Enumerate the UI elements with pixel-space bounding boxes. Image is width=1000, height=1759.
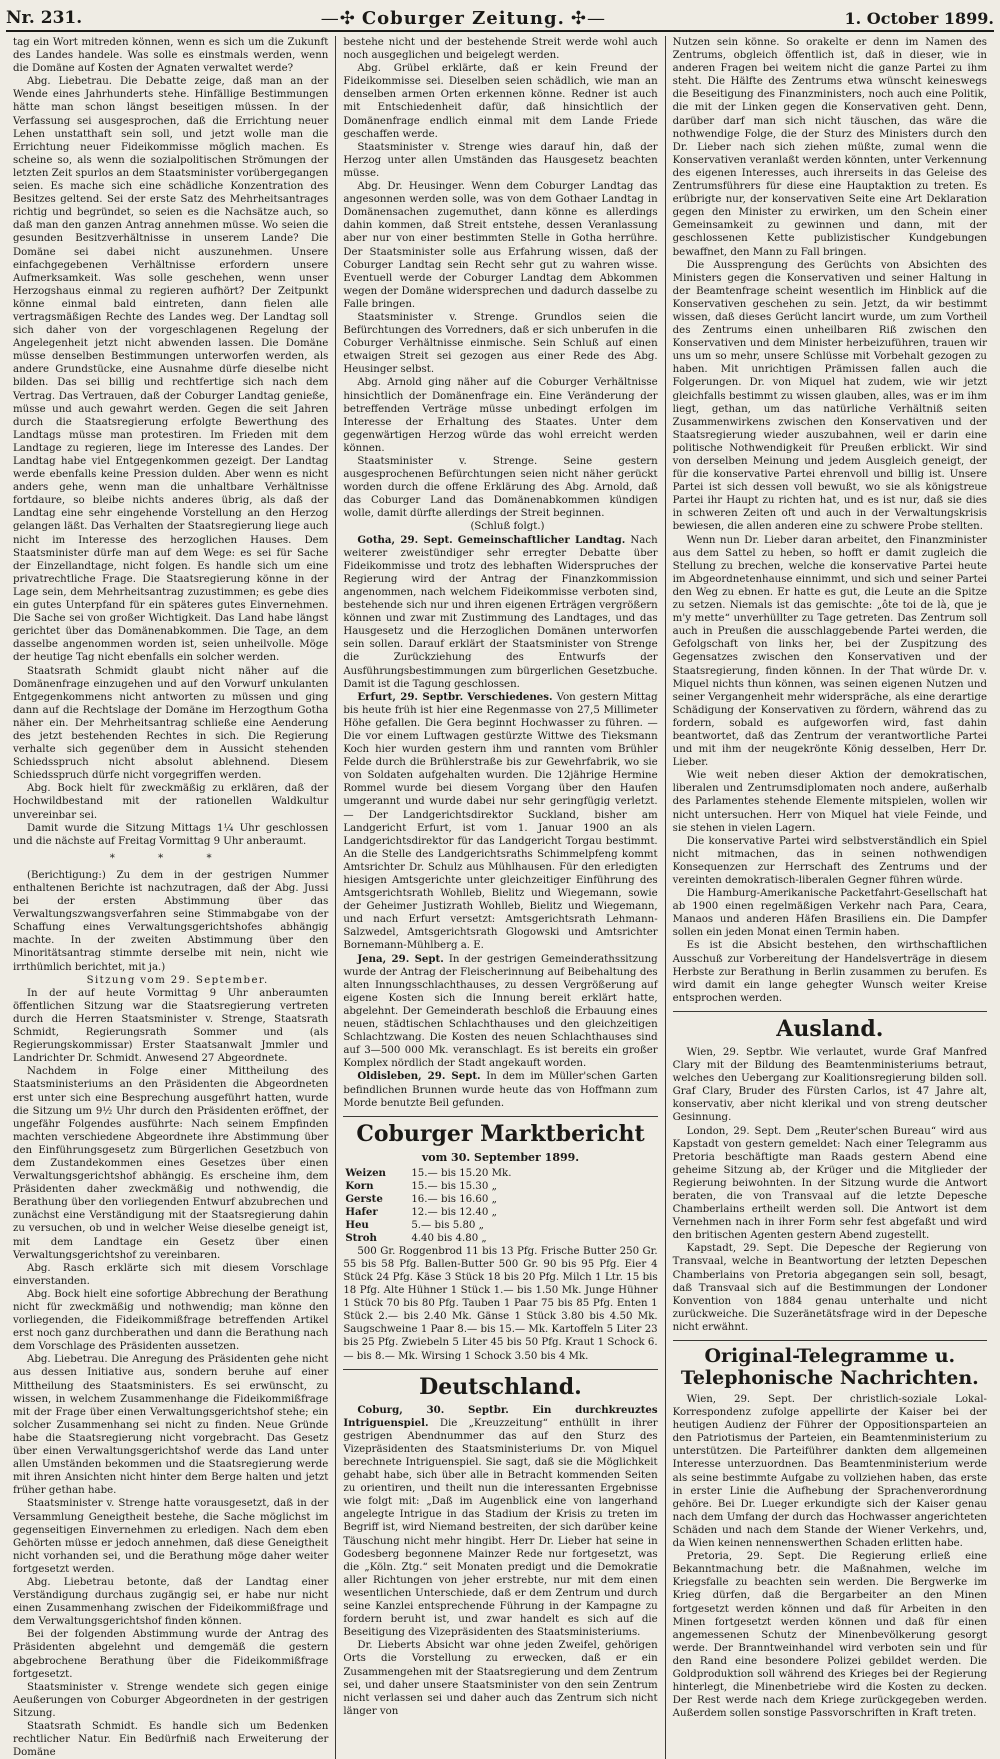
headline: Ein durchkreuztes Intriguenspiel. bbox=[343, 1403, 658, 1429]
paragraph: Die konservative Partei wird selbstverständlich ein Spiel nicht mitmachen, das in seinen nothwendigen Konsequenzen zur Herrschaft des Zentrums und der vereinten demokratisch-liberalen Gegner führen würde. bbox=[672, 835, 987, 886]
paragraph: Bei der folgenden Abstimmung wurde der Antrag des Präsidenten abgelehnt und demgemäß die gestern abgebrochene Berathung über die Fideikommißfrage fortgesetzt. bbox=[13, 1629, 329, 1680]
dateline: Jena, 29. Sept. bbox=[357, 952, 444, 965]
paragraph: Staatsrath Schmidt glaubt nicht näher auf die Domänenfrage einzugehen und auf den Vorwurf unkulanten Entgegenkommens nicht antworten zu müssen und ging dann auf die Rechtslage der Domäne im Herzogthum Gotha näher ein. Der Mehrheitsantrag schließe eine Aenderung des jetzt bestehenden Rechtes in sich. Die Regierung verhalte sich gegenüber dem in Aussicht stehenden Schiedsspruch nicht absolut ablehnend. Diesem Schiedsspruch dürfe nicht vorgegriffen werden. bbox=[13, 665, 329, 782]
table-row bbox=[343, 1232, 657, 1245]
session-heading: Sitzung vom 29. September. bbox=[86, 974, 269, 986]
separator-stars: * * * bbox=[109, 852, 232, 864]
paragraph: London, 29. Sept. Dem „Reuter'schen Bureau“ wird aus Kapstadt von gestern gemeldet: Nach einer Telegramm aus Pretoria beschäftigte man Raads gestern Abend eine geheime Sitzung ab, der Krüger und die Mitglieder der Regierung beiwohnten. In der Sitzung wurde die Antwort beraten, die von Transvaal auf die letzte Depesche Chamberlains ertheilt werden soll. Die Antwort ist dem Vernehmen nach in ihrer Form sehr fest abgefaßt und wird den britischen Agenten gestern Abend zugestellt. bbox=[672, 1125, 987, 1242]
market-report-title: Coburger Marktbericht bbox=[343, 1116, 657, 1147]
news-item-erfurt bbox=[343, 691, 657, 953]
grain-name: Hafer bbox=[345, 1205, 378, 1218]
grain-price: 15.— bis 15.30 „ bbox=[411, 1180, 497, 1192]
issue-date: 1. October 1899. bbox=[844, 8, 994, 28]
paragraph: Abg. Grübel erklärte, daß er kein Freund der Fideikommisse sei. Dieselben seien schädlich, wie man an denselben armen Orten erkennen könne. Redner ist auch mit Entschiedenheit dafür, daß hinsichtlich der Domänenfrage endlich einmal mit dem Lande Friede geschaffen werde. bbox=[343, 63, 658, 140]
paragraph: bestehe nicht und der bestehende Streit werde wohl auch noch ausgeglichen und beigelegt werden. bbox=[343, 37, 658, 62]
grain-price: 15.— bis 15.20 Mk. bbox=[411, 1167, 512, 1179]
news-item-jena bbox=[343, 953, 657, 1071]
grain-name: Stroh bbox=[345, 1231, 377, 1244]
paragraph: Abg. Liebetrau. Die Debatte zeige, daß man an der Wende eines Jahrhunderts stehe. Hinfällige Bestimmungen hätte man schon längst beseitigen müssen. In der Verfassung sei ausgesprochen, daß die Errichtung neuer Lehen unstatthaft sein soll, und jetzt wolle man die Errichtung neuer Fideikommisse möglich machen. Es scheine so, als wenn die sozialpolitischen Strömungen der letzten Zeit spurlos an dem Staatsminister vorübergegangen seien. Es mache sich eine schädliche Konzentration des Besitzes geltend. Sei der erste Satz des Mehrheitsantrages richtig und begründet, so seien es die Nachsätze auch, so daß man den ganzen Antrag annehmen müsse. Wo seien die gesunden Besitzverhältnisse in unserem Lande? Die Domäne sei dabei nicht auszunehmen. Unsere einfachgegebenen Verhältnisse erfordern unsere Aufmerksamkeit. Was solle geschehen, wenn unser Herzogshaus einmal zu regieren aufhört? Der Zeitpunkt könne einmal bald eintreten, dann fielen alle vertragsmäßigen Rechte des Landes weg. Der Landtag soll sich daher von der vorgeschlagenen Regelung der Angelegenheit jetzt nicht abwenden lassen. Die Domäne müsse denselben Bestimmungen unterworfen werden, als andere Grundstücke, eine Ausnahme dürfe dieselbe nicht bilden. Das sei billig und rechtfertige sich nach dem Vertrag. Das Vertrauen, daß der Coburger Landtag genieße, müsse und auch gewahrt werden. Gegen die seit Jahren durch die Staatsregierung erfolgte Bewerthung des Landtags müsse man protestiren. Im Frieden mit dem Landtage zu regieren, liege im Interesse des Landes. Der Landtag habe viel Entgegenkommen gezeigt. Der Landtag werde ebenfalls keine Pression dulden. Aber wenn es nicht anders gehe, wenn man die unhaltbare Verhältnisse fortdaure, so bleibe nichts anderes übrig, als daß der Landtag eine sehr eingehende Vorstellung an den Herzog gelangen läßt. Das Verhalten der Staatsregierung liege auch nicht im Interesse des herzoglichen Hauses. Dem Staatsminister dürfe man auf dem Wege: es sei für Sache der Einzellandtage, nicht folgen. Es handle sich um eine privatrechtliche Frage. Die Staatsregierung könne in der Lage sein, dem Mehrheitsantrag zuzustimmen; es gebe dies ein gutes Unterpfand für ein späteres gutes Einvernehmen. Die Sache sei von großer Wichtigkeit. Das Land habe längst gerichtet über das Domänenabkommen. Die Tage, an dem dasselbe angenommen worden ist, seien unheilvolle. Möge der heutige Tag nicht ebenfalls ein solcher werden. bbox=[13, 76, 329, 664]
news-text: Nach weiterer zweistündiger sehr erregter Debatte über Fideikommisse und trotz des lebhaften Widerspruches der Regierung wird der Antrag der Finanzkommission angenommen, nach welchem Fideikommisse verboten sind, bestehende sich nur und ihren eigenen Erträgen vergrößern können und zwar mit Zustimmung des Landtages, und das Hausgesetz und die Herzoglichen Domänen unterworfen sein sollen. Darauf erklärt der Staatsminister von Strenge die Zurückziehung des Entwurfs der Ausführungsbestimmungen zum bürgerlichen Gesetzbuche. Damit ist die Tagung geschlossen. bbox=[343, 534, 658, 690]
paragraph: Staatsminister v. Strenge wies darauf hin, daß der Herzog unter allen Umständen das Hausgesetz beachten müsse. bbox=[343, 141, 658, 179]
table-row bbox=[343, 1167, 657, 1180]
dateline: Gotha, 29. Sept. bbox=[357, 533, 453, 546]
paragraph: Abg. Liebetrau. Die Anregung des Präsidenten gehe nicht aus dessen Initiative aus, sondern beruhe auf einer Mittheilung des Staatsministers. Es sei erwünscht, zu wissen, in welchem Zusammenhange die Fideikommißfrage mit der Frage über einen Verwaltungsgerichtshof stehe; ein solcher Zusammenhang sei nicht zu finden. Neue Gründe habe die Staatsregierung nicht vorgebracht. Das Gesetz über einen Verwaltungsgerichtshof werde das Land unter allen Umständen bekommen und die Staatsregierung werde mit ihren Ansichten nicht hinter dem Berge halten und jetzt früher gethan habe. bbox=[13, 1354, 329, 1497]
paragraph: Staatsminister v. Strenge. Grundlos seien die Befürchtungen des Vorredners, daß er sich unberufen in die Coburger Verhältnisse einmische. Sein Schluß auf einen etwaigen Streit sei gezogen aus einer Rede des Abg. Heusinger selbst. bbox=[343, 311, 658, 376]
paragraph: Abg. Bock hielt für zweckmäßig zu erklären, daß der Hochwildbestand mit der rationellen Waldkultur unvereinbar sei. bbox=[13, 783, 329, 821]
news-item-gotha bbox=[343, 534, 657, 691]
column-3 bbox=[665, 36, 994, 1759]
news-item-coburg bbox=[343, 1404, 657, 1640]
columns bbox=[6, 36, 994, 1759]
paragraph: Dr. Lieberts Absicht war ohne jeden Zweifel, gehörigen Orts die Vorstellung zu erwecken, daß er ein Zusammengehen mit der Staatsregierung und dem Zentrum sei, und daher unsere Staatsminister von den sein Zentrum nicht verlassen sei und daher auch das Zentrum sich nicht länger von bbox=[343, 1640, 658, 1717]
table-row bbox=[343, 1219, 657, 1232]
grain-price: 12.— bis 12.40 „ bbox=[411, 1206, 497, 1218]
paragraph: Abg. Bock hielt eine sofortige Abbrechung der Berathung nicht für zweckmäßig und nothwendig; man könne den vorliegenden, die Fideikommißfrage betreffenden Artikel erst noch ganz durchberathen und dann die Berathung nach dem Vorschlage des Präsidenten aussetzen. bbox=[13, 1288, 329, 1353]
news-text: Von gestern Mittag bis heute früh ist hier eine Regenmasse von 27,5 Millimeter Höhe gefallen. Die Gera beginnt Hochwasser zu führen. — Die vor einem Luftwagen gestürzte Wittwe des Tieksmann Koch hier wurden gestern ihm und rannten vom Brühler Felde durch die Brühlerstraße bis zur Gewehrfabrik, wo sie von Soldaten aufgehalten wurden. Die 12jährige Hermine Rommel wurde bei diesem Vorgang über den Haufen umgerannt und wurde dabei nur sehr geringfügig verletzt. — Der Landgerichtsdirektor Suckland, bisher am Landgericht Erfurt, ist vom 1. Januar 1900 an als Landgerichtsdirektor für das Landgericht Torgau bestimmt. An die Stelle des Landgerichtsraths Schimmelpfeng kommt Amtsrichter Dr. Schulz aus Mühlhausen. Für den erledigten hiesigen Amtsgerichte unter gleichzeitiger Einführung des Amtsgerichtsrath Wohlleb, Bielitz und Wiegemann, sowie der Geheimer Justizrath Wohlleb, Bielitz und Wiegemann, und nach Erfurt versetzt: Amtsgerichtsrath Lehmann-Salzwedel, Amtsgerichtsrath Glogowski und Amtsrichter Bornemann-Mühlberg a. E. bbox=[343, 691, 658, 952]
grain-name: Heu bbox=[345, 1218, 369, 1231]
masthead bbox=[6, 6, 994, 32]
continued-note: (Schluß folgt.) bbox=[470, 521, 545, 533]
news-item-oldisleben bbox=[343, 1070, 657, 1109]
paragraph: (Berichtigung:) Zu dem in der gestrigen Nummer enthaltenen Berichte ist nachzutragen, daß der Abg. Jussi bei der ersten Abstimmung über das Verwaltungszwangsverfahren seine Stimmabgabe von der Schaffung eines Verwaltungsgerichtshofes abhängig machte. In der zweiten Abstimmung über den Minoritätsantrag stimmte derselbe mit nein, nicht wie irrthümlich berichtet, mit ja.) bbox=[13, 869, 329, 973]
paragraph: Abg. Dr. Heusinger. Wenn dem Coburger Landtag das angesonnen werden solle, was von dem Gothaer Landtag in Domänensachen zugemuthet, dann könne es allerdings dahin kommen, daß Streit entstehe, dessen Veranlassung aber nur von einer bestimmten Stelle in Gotha herrühre. Der Staatsminister solle aus Erfahrung wissen, daß der Coburger Landtag sein Recht sehr gut zu wahren wisse. Eventuell werde der Coburger Landtag dem Abkommen wegen der Domäne widersprechen und dadurch dasselbe zu Falle bringen. bbox=[343, 181, 658, 310]
paragraph: Staatsminister v. Strenge hatte vorausgesetzt, daß in der Versammlung Geneigtheit bestehe, die Sache möglichst im gegenseitigen Einvernehmen zu erledigen. Nach dem eben Gehörten müsse er jedoch annehmen, daß diese Geneigtheit nicht vorhanden sei, und die Berathung möge daher weiter fortgesetzt werden. bbox=[13, 1498, 329, 1575]
market-report-date: vom 30. September 1899. bbox=[421, 1150, 580, 1164]
ornament-right-icon: ✣— bbox=[570, 7, 606, 29]
paragraph: Wenn nun Dr. Lieber daran arbeitet, den Finanzminister aus dem Sattel zu heben, so hofft er damit zugleich die Stellung zu brechen, welche die konservative Partei heute im Abgeordnetenhause einnimmt, und sich und seiner Partei den Weg zu ebnen. Er hatte es gut, die Leute an die Spitze zu setzen. Niemals ist das gemischte: „ôte toi de là, que je m'y mette“ unverhüllter zu Tage getreten. Das Zentrum soll auch in Preußen die ausschlaggebende Partei werden, die Gefolgschaft von links her, bei der Zuspitzung des Gegensatzes zwischen den Konservativen und der Staatsregierung, finden können. In der That würde Dr. v. Miquel nichts thun können, was seinen eigenen Nutzen und seiner Vergangenheit mehr widerspräche, als eine derartige Schädigung der Konservativen zu fördern, während das zu fordern, sobald es aufgeworfen wird, fast dahin beantwortet, daß das Zentrum der verantwortliche Partei und mit ihm der neugekrönte König desselben, Herr Dr. Lieber. bbox=[672, 534, 987, 769]
ornament-left-icon: —✣ bbox=[320, 7, 356, 29]
market-table bbox=[343, 1167, 657, 1245]
table-row bbox=[343, 1180, 657, 1193]
paragraph: Abg. Rasch erklärte sich mit diesem Vorschlage einverstanden. bbox=[13, 1262, 329, 1287]
paragraph: Die Aussprengung des Gerüchts von Absichten des Ministers gegen die Konservativen und seiner Haltung in der Beamtenfrage scheint wesentlich im Hinblick auf die Konservativen geschehen zu sein. Jetzt, da wir bestimmt wissen, daß dieses Gerücht lancirt wurde, um zum Vortheil des Zentrums einen unheilbaren Riß zwischen den Konservativen und dem Minister herbeizuführen, trauen wir uns um so mehr, unsere Schlüsse mit Vorbehalt gezogen zu haben. Mit unrichtigen Prämissen fallen auch die Folgerungen. Dr. von Miquel hat zudem, wie wir jetzt gleichfalls bestimmt zu wissen glauben, alles, was er im ihm liegt, gethan, um das natürliche Verhältniß seiten Zusammenwirkens zwischen den Konservativen und der Staatsregierung wieder auszubahnen, weil er darin eine politische Nothwendigkeit für Preußen erblickt. Wir sind von derselben Meinung und jedem Ausgleich geneigt, der für die konservative Partei ehrenvoll und billig ist. Unsere Partei ist sich dessen voll bewußt, wo sie als königstreue Partei ihr Haupt zu richten hat, und es ist nur, daß sie dies in schweren Zeiten oft und auch in der Verwaltungskrisis bewiesen, die allen anderen eine zu schwere Probe stellten. bbox=[672, 259, 987, 533]
news-text: In dem im Müller'schen Garten befindlichen Brunnen wurde heute das von Hoffmann zum Morde benutzte Beil gefunden. bbox=[343, 1071, 658, 1109]
grain-price: 4.40 bis 4.80 „ bbox=[411, 1232, 487, 1244]
grain-name: Gerste bbox=[345, 1192, 383, 1205]
column-1 bbox=[6, 36, 335, 1759]
paragraph: Nutzen sein könne. So orakelte er denn im Namen des Zentrums, obgleich öffentlich ist, daß in dieser, wie in anderen Fragen bei weitem nicht die ganze Partei zu ihm steht. Die Hälfte des Zentrums etwa wünscht keineswegs die Beseitigung des Finanzministers, noch auch eine Politik, die mit der Linken gegen die Konservativen geht. Denn, darüber darf man sich nicht täuschen, das wäre die nothwendige Folge, die der Sturz des Ministers durch den Dr. Lieber nach sich ziehen müßte, zumal wenn die Konservativen veranlaßt werden könnten, unter Verkennung des eigenen Interesses, auch ihrerseits in das Geleise des Zentrumsführers für diese eine Hauptaktion zu treten. Es erübrigte nur, der konservativen Seite eine Art Deklaration gegen den Minister zu erwirken, um den Schein einer Gemeinsamkeit zu gewinnen und dann, mit der geschlossenen Kette publizistischer Kundgebungen bewaffnet, den Mann zu Fall bringen. bbox=[672, 37, 987, 258]
paragraph: Die Hamburg-Amerikanische Packetfahrt-Gesellschaft hat ab 1900 einen regelmäßigen Verkehr nach Para, Ceara, Manaos und anderen Häfen Brasiliens ein. Die Dampfer sollen ein jeden Monat einen Termin haben. bbox=[672, 888, 987, 939]
paragraph: Wie weit neben dieser Aktion der demokratischen, liberalen und Zentrumsdiplomaten noch andere, außerhalb des Parlamentes stehende Elemente mitspielen, wollen wir nicht untersuchen. Herr von Miquel hat viele Feinde, und sie stehen in vielen Lagern. bbox=[672, 770, 987, 834]
column-2 bbox=[335, 36, 664, 1759]
paragraph: Staatsrath Schmidt. Es handle sich um Bedenken rechtlicher Natur. Ein Bedürfniß nach Erweiterung der Domäne bbox=[13, 1721, 329, 1759]
paragraph: Wien, 29. Septbr. Wie verlautet, wurde Graf Manfred Clary mit der Bildung des Beamtenministeriums betraut, welches den Uebergang zur Koalitionsregierung bilden soll. Graf Clary, Bruder des Fürsten Carlos, ist 47 Jahre alt, konservativ, aber nicht klerikal und von streng deutscher Gesinnung. bbox=[672, 1046, 987, 1124]
paragraph: In der auf heute Vormittag 9 Uhr anberaumten öffentlichen Sitzung war die Staatsregierung vertreten durch die Herren Staatsminister v. Strenge, Staatsrath Schmidt, Regierungsrath Sommer und (als Regierungskommissar) Erster Staatsanwalt Jmmler und Landrichter Dr. Schmidt. Anwesend 27 Abgeordnete. bbox=[13, 987, 329, 1065]
section-title-deutschland: Deutschland. bbox=[343, 1369, 657, 1400]
paragraph: Pretoria, 29. Sept. Die Regierung erließ eine Bekanntmachung betr. die Maßnahmen, welche im Kriegsfalle zu beachten sein werden. Die Bergwerke im Krieg dürfen, daß die Bergarbeiter an den Minen fortgesetzt werden können und daß für Arbeiten in den Minen fortgesetzt werden können und daß für einen angemessenen Schutz der Minenbevölkerung gesorgt werde. Der Branntweinhandel wird verboten sein und für den Rand eine besondere Polizei gebildet werden. Die Goldproduktion soll während des Krieges bei der Regierung hinterlegt, die Minenbetriebe wird die Kosten zu decken. Der Rest werde nach dem Kriege zurückgegeben werden. Außerdem sollen sonstige Passvorschriften in Kraft treten. bbox=[672, 1551, 987, 1720]
paragraph: Damit wurde die Sitzung Mittags 1¼ Uhr geschlossen und die nächste auf Freitag Vormittag 9 Uhr anberaumt. bbox=[13, 822, 329, 847]
table-row bbox=[343, 1206, 657, 1219]
paragraph: Es ist die Absicht bestehen, den wirthschaftlichen Ausschuß zur Vorbereitung der Handelsverträge in diesem Herbste zur Berathung in Berlin zusammen zu berufen. Es wird damit ein lange gehegter Wunsch weiter Kreise entsprochen werden. bbox=[672, 940, 987, 1004]
paragraph: Staatsminister v. Strenge wendete sich gegen einige Aeußerungen von Coburger Abgeordneten in der gestrigen Sitzung. bbox=[13, 1681, 329, 1719]
news-text: Die „Kreuzzeitung“ enthüllt in ihrer gestrigen Abendnummer das auf den Sturz des Vizepräsidenten des Staatsministeriums Dr. von Miquel berechnete Intriguenspiel. Sie sagt, daß sie die Möglichkeit gehabt habe, sich über alle in Betracht kommenden Seiten zu orientiren, und theilt nun die interessanten Ergebnisse wie folgt mit: „Daß im Augenblick eine von langerhand angelegte Intrigue in das Stadium der Krisis zu treten im Begriff ist, wird Niemand bestreiten, der sich darüber keine Täuschung nicht mehr hingibt. Herr Dr. Lieber hat seine in Godesberg begonnene Mainzer Rede nur fortgesetzt, was die „Köln. Ztg.“ seit Monaten predigt und die Demokratie aller Richtungen von jeher erstrebte, nur mit dem einen wesentlichen Unterschiede, daß er dem Zentrum und durch seine Kanzlei entsprechende Führung in der Kampagne zu fordern beruht ist, und zwar handelt es sich auf die Beseitigung des Vizepräsidenten des Staatsministeriums. bbox=[343, 1417, 658, 1639]
grain-name: Korn bbox=[345, 1179, 374, 1192]
market-prices-text: 500 Gr. Roggenbrod 11 bis 13 Pfg. Frische Butter 250 Gr. 55 bis 58 Pfg. Ballen-Butter 500 Gr. 90 bis 95 Pfg. Eier 4 Stück 24 Pfg. Käse 3 Stück 18 bis 20 Pfg. Milch 1 Ltr. 15 bis 18 Pfg. Alte Hühner 1 Stück 1.— bis 1.50 Mk. Junge Hühner 1 Stück 70 bis 80 Pfg. Tauben 1 Paar 75 bis 85 Pfg. Enten 1 Stück 2.— bis 2.40 Mk. Gänse 1 Stück 3.80 bis 4.50 Mk. Saugschweine 1 Paar 8.— bis 15.— Mk. Kartoffeln 5 Liter 23 bis 25 Pfg. Zwiebeln 5 Liter 45 bis 50 Pfg. Kraut 1 Schock 6.— bis 8.— Mk. Wirsing 1 Schock 3.50 bis 4 Mk. bbox=[343, 1245, 658, 1362]
grain-name: Weizen bbox=[345, 1166, 386, 1179]
dateline: Erfurt, 29. Septbr. bbox=[357, 690, 464, 703]
paragraph: Kapstadt, 29. Sept. Die Depesche der Regierung von Transvaal, welche in Beantwortung der letzten Depeschen Chamberlains von Pretoria abgegangen sein soll, besagt, daß Transvaal sich auf die Bestimmungen der Londoner Konvention von 1884 genau unterhalte und nicht zurückweiche. Die Suzeränetätsfrage wird in der Depesche nicht erwähnt. bbox=[672, 1243, 987, 1333]
paragraph: tag ein Wort mitreden können, wenn es sich um die Zukunft des Landes handele. Was solle es einstmals werden, wenn die Domäne auf Kosten der Agnaten verwaltet werde? bbox=[13, 37, 329, 75]
section-title-telegrams: Original-Telegramme u. Telephonische Nachrichten. bbox=[673, 1340, 987, 1389]
grain-price: 16.— bis 16.60 „ bbox=[411, 1193, 497, 1205]
newspaper-title bbox=[315, 8, 612, 29]
grain-price: 5.— bis 5.80 „ bbox=[411, 1219, 484, 1231]
issue-number: Nr. 231. bbox=[6, 8, 83, 28]
newspaper-title-text: Coburger Zeitung. bbox=[361, 7, 565, 29]
paragraph: Wien, 29. Sept. Der christlich-soziale Lokal-Korrespondenz zufolge appellirte der Kaiser bei der heutigen Audienz der Führer der Oppositionsparteien an den Patriotismus der Parteien, ein Beamtenministerium zu unterstützen. Die Parteiführer dankten dem allgemeinen Interesse unterzuordnen. Das Beamtenministerium werde als seine bestimmte Aufgabe zu vollziehen haben, das erste in erster Linie die Aufhebung der Sprachenverordnung gehöre. Bei Dr. Lueger erkundigte sich der Kaiser genau nach dem Umfang der durch das Hochwasser angerichteten Schäden und nach dem Stande der Wiener Verkehrs, und, da Wien keinen nennenswerthen Schaden erlitten habe. bbox=[672, 1394, 987, 1550]
table-row bbox=[343, 1193, 657, 1206]
news-text: In der gestrigen Gemeinderathssitzung wurde der Antrag der Fleischerinnung auf Beibehaltung des alten Innungsschlachthauses, zu dessen Vergrößerung auf eigene Kosten sich die Innung bereit erklärt hatte, abgelehnt. Der Gemeinderath beschloß die Erbauung eines neuen, städtischen Schlachthauses und den gleichzeitigen Schlachtzwang. Die Kosten des neuen Schlachthauses sind auf 3—500 000 Mk. veranschlagt. Es ist bereits ein großer Komplex nördlich der Stadt angekauft worden. bbox=[343, 953, 658, 1070]
paragraph: Abg. Liebetrau betonte, daß der Landtag einer Verständigung durchaus zugängig sei, er habe nur nicht einen Zusammenhang zwischen der Fideikommißfrage und dem Verwaltungsgerichtshof finden können. bbox=[13, 1576, 329, 1628]
dateline: Coburg, 30. Septbr. bbox=[357, 1403, 509, 1416]
section-title-ausland: Ausland. bbox=[673, 1011, 987, 1042]
headline: Verschiedenes. bbox=[467, 690, 553, 703]
paragraph: Abg. Arnold ging näher auf die Coburger Verhältnisse hinsichtlich der Domänenfrage ein. Eine Veränderung der betreffenden Verträge müsse unbedingt erfolgen im Interesse der Erhaltung des Staates. Unter dem gegenwärtigen Herzog würde das wohl erreicht werden können. bbox=[343, 377, 658, 454]
paragraph: Staatsminister v. Strenge. Seine gestern ausgesprochenen Befürchtungen seien nicht näher gerückt worden durch die offene Erklärung des Abg. Arnold, daß das Coburger Land das Domänenabkommen kündigen wolle, damit dürfte allerdings der Streit beginnen. bbox=[343, 456, 658, 520]
paragraph: Nachdem in Folge einer Mittheilung des Staatsministeriums an den Präsidenten die Abgeordneten erst unter sich eine Besprechung ausgeführt hatten, wurde die Sitzung um 9½ Uhr durch den Präsidenten eröffnet, der ungefähr Folgendes ausführte: Nach seinem Empfinden machten verschiedene Abgeordnete ihre Abstimmung über den Einführungsgesetz zum Bürgerlichen Gesetzbuch von dem Zustandekommen eines Gesetzes über einen Verwaltungsgerichtshof abhängig. Es erscheine ihm, dem Präsidenten daher zweckmäßig und nothwendig, die Berathung über den vorliegenden Entwurf abzubrechen und zunächst eine Verständigung mit der Staatsregierung dahin zu versuchen, ob und in welcher Weise dieselbe geneigt ist, mit dem Landtage ein Gesetz über einen Verwaltungsgerichtshof zu vereinbaren. bbox=[13, 1066, 329, 1261]
headline: Gemeinschaftlicher Landtag. bbox=[457, 533, 626, 546]
dateline: Oldisleben, 29. Sept. bbox=[357, 1070, 481, 1083]
